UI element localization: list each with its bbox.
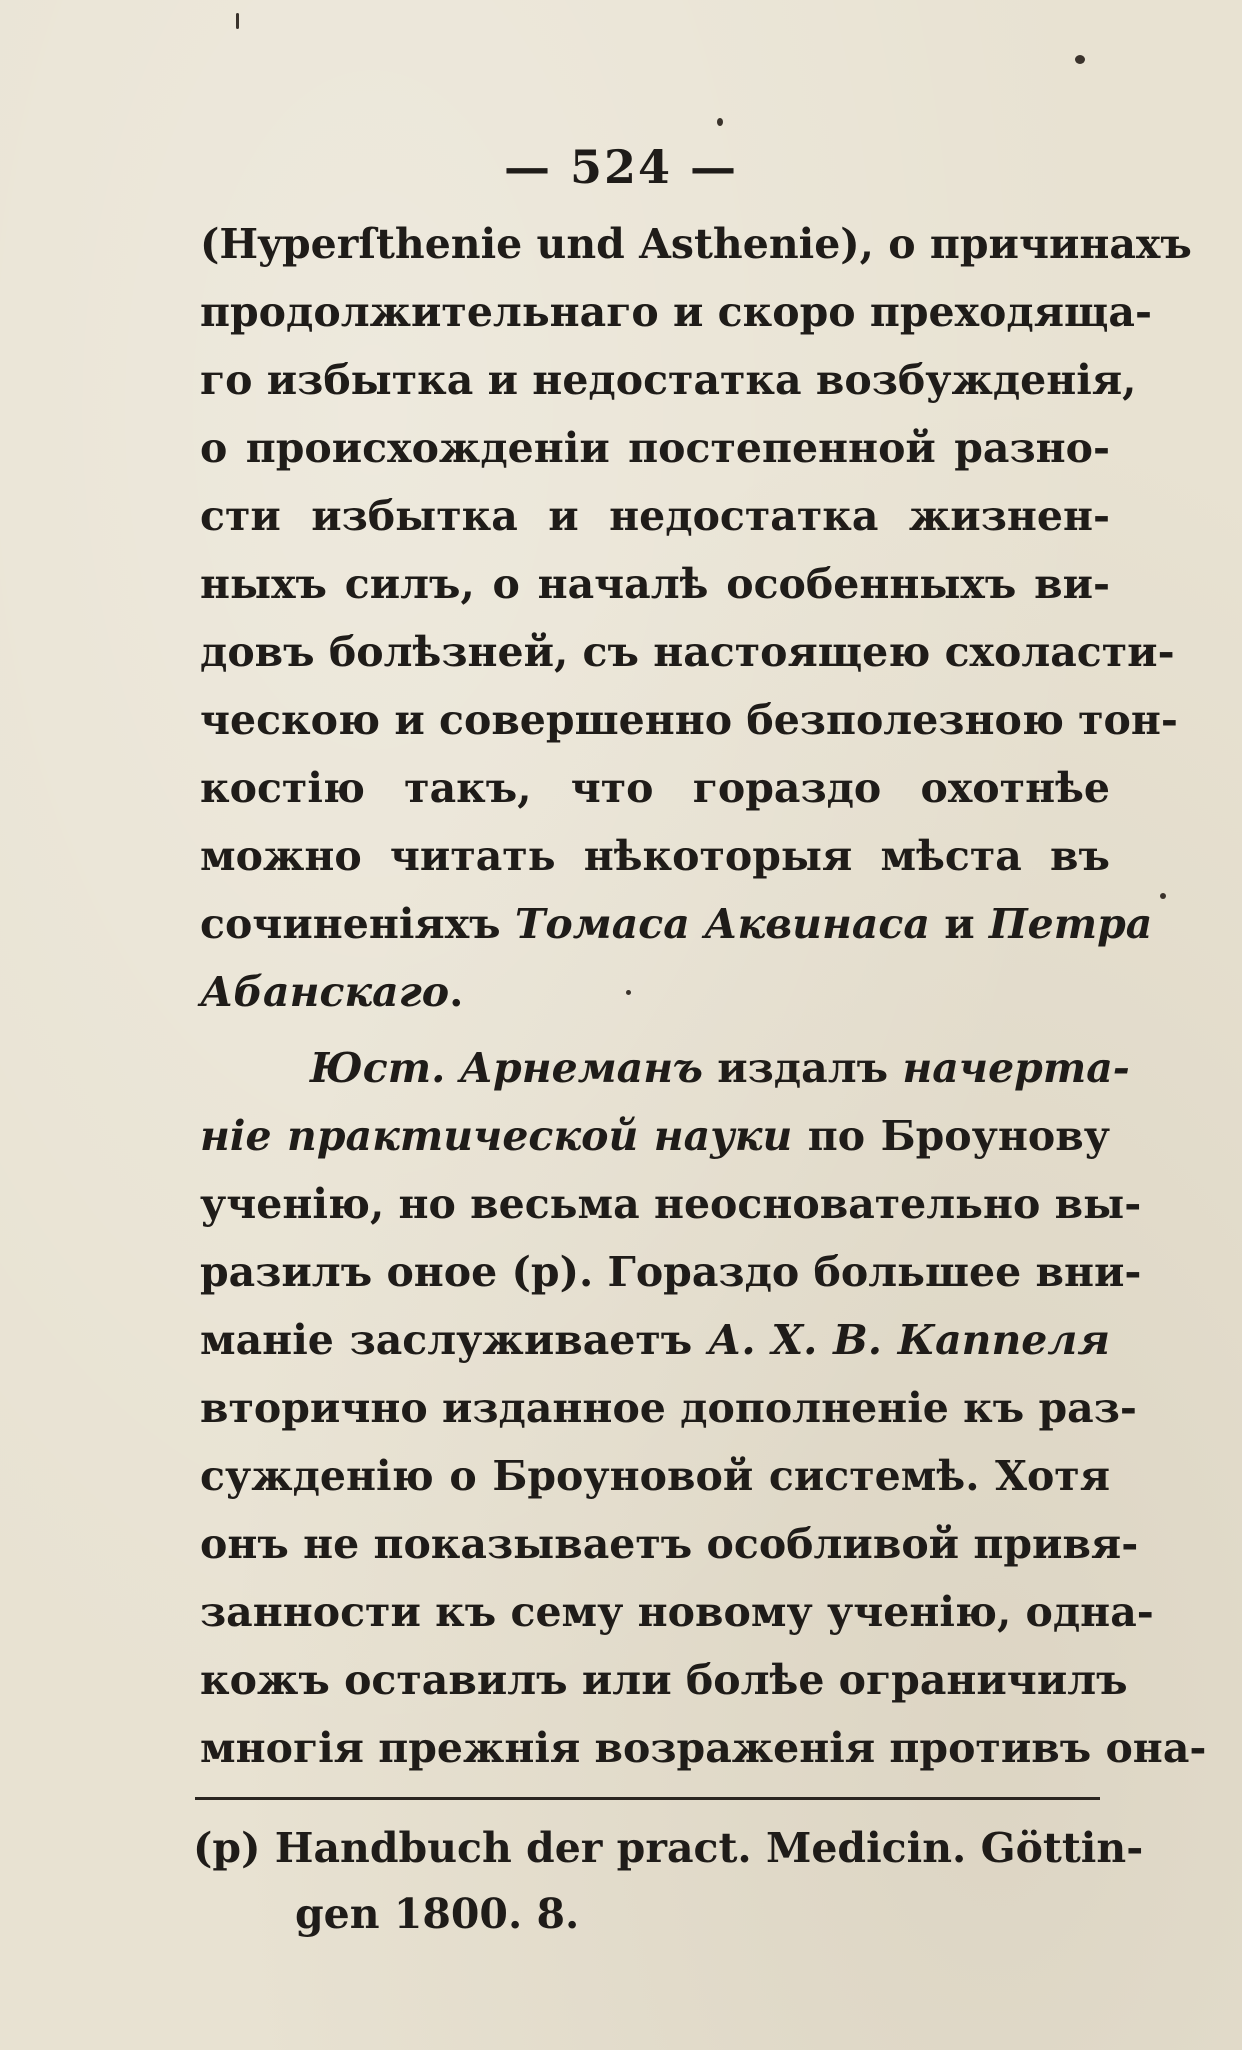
text-run: костію такъ, что гораздо охотнѣе: [200, 764, 1110, 812]
text-run: издалъ: [702, 1044, 903, 1092]
footnote-divider: [195, 1797, 1100, 1800]
paragraph-gap: [200, 1026, 1110, 1034]
text-run: продолжительнаго и скоро преходяща-: [200, 288, 1152, 336]
text-run: сочиненіяхъ: [200, 900, 515, 948]
text-run: разилъ оное (р). Гораздо большее вни-: [200, 1248, 1142, 1296]
footnote-line: gen 1800. 8.: [295, 1890, 580, 1938]
italic-text: Петра: [988, 900, 1153, 948]
text-run: го избытка и недостатка возбужденія,: [200, 356, 1137, 404]
ink-speck: [717, 118, 723, 126]
text-line: [200, 1714, 1207, 1782]
text-line: [200, 482, 1110, 550]
page-number: — 524 —: [503, 140, 739, 194]
text-line: [200, 754, 1110, 822]
text-line: [200, 1034, 1130, 1102]
text-line: [200, 414, 1110, 482]
text-run: онъ не показываетъ особливой привя-: [200, 1520, 1139, 1568]
text-run: ныхъ силъ, о началѣ особенныхъ ви-: [200, 560, 1110, 608]
italic-text: Юст. Арнеманъ: [310, 1044, 703, 1092]
text-run: .: [449, 968, 464, 1016]
text-line: [200, 958, 1110, 1026]
text-line: [200, 1442, 1110, 1510]
text-run: кожъ оставилъ или болѣе ограничилъ: [200, 1656, 1128, 1704]
footnote-line: (р) Handbuch der pract. Medicin. Göttin-: [193, 1824, 1144, 1872]
text-run: можно читать нѣкоторыя мѣста въ: [200, 832, 1110, 880]
text-run: (Hyperſthenie und Asthenie), о причинахъ: [200, 220, 1192, 268]
text-run: ческою и совершенно безполезною тон-: [200, 696, 1178, 744]
text-line: [200, 1374, 1137, 1442]
ink-speck: [1075, 55, 1085, 64]
italic-text: Томаса Аквинаса: [514, 900, 930, 948]
text-run: маніе заслуживаетъ: [200, 1316, 708, 1364]
text-line: [200, 822, 1110, 890]
text-line: [200, 346, 1137, 414]
text-line: [200, 890, 1153, 958]
text-line: [200, 1510, 1139, 1578]
text-line: [200, 1102, 1110, 1170]
text-line: [200, 550, 1110, 618]
text-line: [200, 686, 1178, 754]
text-run: о происхожденіи постепенной разно-: [200, 424, 1110, 472]
text-run: занности къ сему новому ученію, одна-: [200, 1588, 1154, 1636]
text-run: вторично изданное дополненіе къ раз-: [200, 1384, 1137, 1432]
text-line: [200, 278, 1152, 346]
footnote: [193, 1815, 1144, 1947]
text-line: [200, 210, 1192, 278]
text-line: [200, 1238, 1142, 1306]
text-line: [200, 1306, 1110, 1374]
italic-text: ніе практической науки: [200, 1112, 793, 1160]
text-run: по Броунову: [792, 1112, 1110, 1160]
italic-text: Абанскаго: [200, 968, 450, 1016]
ink-speck: [1160, 893, 1166, 899]
text-line: [200, 618, 1175, 686]
text-line: [200, 1578, 1154, 1646]
text-run: и: [929, 900, 989, 948]
body-text: [200, 210, 1207, 1782]
text-line: [200, 1170, 1142, 1238]
text-run: многія прежнія возраженія противъ она-: [200, 1724, 1207, 1772]
italic-text: начерта-: [902, 1044, 1130, 1092]
italic-text: А. Х. В. Каппеля: [707, 1316, 1110, 1364]
text-line: [200, 1646, 1128, 1714]
text-run: ученію, но весьма неосновательно вы-: [200, 1180, 1142, 1228]
text-run: довъ болѣзней, съ настоящею схоласти-: [200, 628, 1175, 676]
text-run: сти избытка и недостатка жизнен-: [200, 492, 1110, 540]
ink-speck: [236, 13, 239, 29]
text-run: сужденію о Броуновой системѣ. Хотя: [200, 1452, 1110, 1500]
